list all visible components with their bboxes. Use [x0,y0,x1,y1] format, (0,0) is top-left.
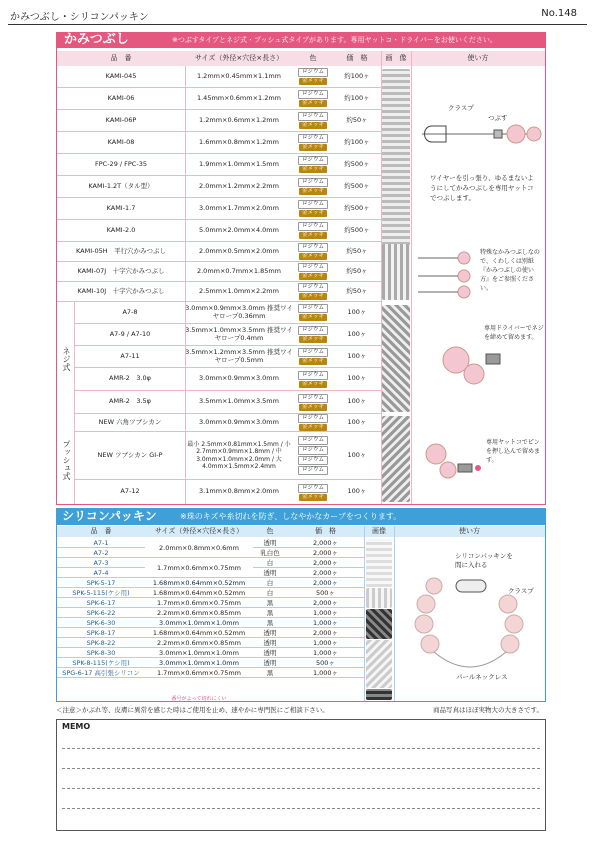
part-number: A7-9 / A7-10 [109,329,151,338]
kamitsubushi-note: ※つぶすタイプとネジ式・プッシュ式タイプがあります。専用ヤットコ・ドライバーをお使いください。 [172,36,497,44]
header-color: 色 [266,527,274,535]
size: 1.7mm×0.6mm×0.75mm [156,669,242,677]
price: 約50ヶ [346,246,368,255]
color-rhodium: ロジウム [298,446,328,455]
color: 透明 [263,639,277,647]
color-rhodium: ロジウム [298,243,328,252]
label-clasp: クラスプ [508,587,534,595]
price: 約100ヶ [344,137,370,146]
color-rhodium: ロジウム [298,134,328,143]
color-gold: 金メッキ [299,494,327,501]
color-options [293,346,333,367]
caution-text: ＜注意＞かぶれ等、皮膚に異常を感じた時はご使用を止め、速やかに専門医にご相談下さい。 [56,706,329,714]
color-rhodium: ロジウム [298,222,328,231]
part-number: SPK-8-115(ケシ用) [72,659,130,667]
table-row [57,198,381,220]
price: 約50ヶ [346,286,368,295]
color-gold: 金メッキ [299,166,327,173]
part-number: KAMI-06P [105,115,137,124]
special-crimp-diagram [414,246,480,300]
color-gold: 金メッキ [299,404,327,411]
price: 1,000ヶ [312,669,339,677]
part-number: KAMI-1.2T（タル型） [88,181,154,190]
color-gold: 金メッキ [299,358,327,365]
size: 3.1mm×0.8mm×2.0mm [199,487,279,496]
color-options [293,324,333,345]
table-row [57,282,381,302]
price: 1,000ヶ [312,649,339,657]
header-color: 色 [309,54,317,62]
price: 500ヶ [316,659,335,667]
price: 約500ヶ [344,225,370,234]
clasp-crush-diagram [418,104,542,164]
spg-note: 番号がよって切れにくい [171,696,227,702]
color-rhodium: ロジウム [298,112,328,121]
part-number: KAMI-2.0 [106,225,136,234]
color-options [293,242,333,261]
part-number: SPK-6-17 [86,599,116,607]
side-label-push: プッシュ式 [62,440,71,480]
table-row [57,649,364,658]
product-image-special-crimp [382,244,410,300]
size: 1.9mm×1.0mm×1.5mm [199,159,279,168]
table-row [57,619,364,628]
table-row [57,176,381,198]
divider [411,51,412,504]
price: 約500ヶ [344,181,370,190]
price: 約50ヶ [346,115,368,124]
color-rhodium: ロジウム [298,484,328,493]
usage-text-screw: 専用ドライバーでネジを締めて留めます。 [484,325,544,341]
color-options [293,262,333,281]
product-image-silicone-clear [366,539,392,587]
table-row [57,66,381,88]
label-clasp: クラスプ [448,104,474,112]
table-row [75,368,381,391]
divider [394,526,395,701]
header-image: 画像 [372,527,386,535]
color-rhodium: ロジウム [298,304,328,313]
table-row [57,589,364,598]
size: 5.0mm×2.0mm×4.0mm [199,225,279,234]
header-usage: 使い方 [467,54,489,62]
price: 約100ヶ [344,71,370,80]
header-price: 価 格 [315,527,336,535]
part-number: KAMI-06 [107,93,135,102]
color: 白 [266,589,274,597]
color-gold: 金メッキ [299,253,327,260]
color-gold: 金メッキ [299,78,327,85]
size: 1.68mm×0.64mm×0.52mm [152,589,246,597]
color-options [293,432,333,479]
product-image-silicone-black [366,609,392,639]
part-number: SPG-6-17 高引張シリコン [62,669,140,677]
size: 1.7mm×0.6mm×0.75mm [156,599,242,607]
color-rhodium: ロジウム [298,436,328,445]
color-gold: 金メッキ [299,122,327,129]
table-row [57,629,364,638]
part-number: KAMI-08 [107,137,135,146]
price: 100ヶ [347,397,367,406]
size: 1.68mm×0.64mm×0.52mm [152,629,246,637]
price: 2,000ヶ [312,569,339,577]
part-number: SPK-8-22 [86,639,116,647]
color: 黒 [266,669,274,677]
color-gold: 金メッキ [299,381,327,388]
memo-label: MEMO [62,722,91,731]
part-number: A7-2 [93,549,109,557]
part-number: KAMI-1.7 [106,203,136,212]
part-number: A7-1 [93,539,109,547]
color-options [293,368,333,390]
color-gold: 金メッキ [299,273,327,280]
color-gold: 金メッキ [299,144,327,151]
color: 透明 [263,649,277,657]
color-gold: 金メッキ [299,314,327,321]
table-row [57,88,381,110]
price: 1,000ヶ [312,639,339,647]
price: 約500ヶ [344,159,370,168]
price: 2,000ヶ [312,599,339,607]
part-number: SPK-6-30 [86,619,116,627]
table-row [75,302,381,324]
color-gold: 金メッキ [299,232,327,239]
part-number: KAMI-05H 平行穴かみつぶし [76,246,166,255]
price: 100ヶ [347,450,367,459]
table-row [57,599,364,608]
price: 100ヶ [347,307,367,316]
color-rhodium: ロジウム [298,414,328,423]
part-number: A7-3 [93,559,109,567]
size: 2.0mm×0.7mm×1.85mm [196,266,282,275]
divider [185,66,186,504]
price: 500ヶ [316,589,335,597]
part-number: SPK-8-30 [86,649,116,657]
color-rhodium: ロジウム [298,371,328,380]
page-number: No.148 [541,8,577,19]
color-rhodium: ロジウム [298,456,328,465]
price: 約100ヶ [344,93,370,102]
color: 黒 [266,609,274,617]
color-gold: 金メッキ [299,336,327,343]
product-image-silicone-white [366,588,392,608]
color-options [293,220,333,241]
color-rhodium: ロジウム [298,348,328,357]
color-gold: 金メッキ [299,100,327,107]
price: 100ヶ [347,351,367,360]
part-number: A7-8 [122,307,138,316]
silicone-title: シリコンパッキン [62,509,157,523]
price: 1,000ヶ [312,609,339,617]
size: 3.0mm×1.0mm×1.0mm [159,649,239,657]
usage-text-special: 特殊なかみつぶしなので、くわしくは別紙『かみつぶしの使い方』をご参照ください。 [480,249,540,292]
color: 透明 [263,659,277,667]
color-rhodium: ロジウム [298,178,328,187]
price: 約50ヶ [346,266,368,275]
part-number: KAMI-07J 十字穴かみつぶし [77,266,165,275]
price: 100ヶ [347,374,367,383]
part-number: NEW ツブシカン GI-P [97,450,163,459]
table-row [57,132,381,154]
size: 1.6mm×0.8mm×1.2mm [199,137,279,146]
size: 1.45mm×0.6mm×1.2mm [196,93,282,102]
table-row [57,242,381,262]
table-row [75,414,381,432]
photo-note: 商品写真はほぼ実物大の大きさです。 [433,706,543,714]
color-options [293,110,333,131]
price: 100ヶ [347,487,367,496]
table-row [57,579,364,588]
part-number: KAMI-045 [105,71,137,80]
product-image-screw-type [382,305,410,412]
table-row [57,609,364,618]
color-gold: 金メッキ [299,188,327,195]
price: 2,000ヶ [312,579,339,587]
size: 2.5mm×1.0mm×2.2mm [199,286,279,295]
label-pearl-necklace: パールネックレス [456,673,508,681]
size: 3.5mm×1.0mm×3.5mm 推奨ワイヤロープ0.4mm [185,325,293,342]
color-options [293,176,333,197]
part-number: SPK-6-22 [86,609,116,617]
memo-line [62,808,540,809]
size: 3.5mm×1.2mm×3.5mm 推奨ワイヤロープ0.5mm [185,347,293,364]
color-rhodium: ロジウム [298,68,328,77]
header-usage: 使い方 [459,527,480,535]
color-options [293,88,333,109]
price: 2,000ヶ [312,629,339,637]
size: 2.2mm×0.6mm×0.85mm [156,609,242,617]
usage-text-crush: ワイヤーを引っ張り、ゆるまないようにしてかみつぶしを専用ヤットコでつぶします。 [430,174,534,202]
part-number: FPC-29 / FPC-35 [95,159,147,168]
color-options [293,198,333,219]
table-row [57,220,381,242]
color: 乳白色 [260,549,280,557]
size: 3.0mm×1.0mm×1.0mm [159,659,239,667]
product-image-push-type [382,416,410,502]
color: 白 [266,579,274,587]
table-row [57,669,364,678]
size-a7-1-a7-2: 2.0mm×0.8mm×0.6mm [145,539,253,557]
part-number: SPK-5-17 [86,579,116,587]
table-row [57,110,381,132]
table-row [75,480,381,504]
size: 3.0mm×0.9mm×3.0mm 推奨ワイヤロープ0.36mm [185,303,293,320]
color: 白 [266,559,274,567]
push-diagram [418,434,488,490]
color-gold: 金メッキ [299,293,327,300]
header-part: 品 番 [90,527,112,535]
label-crush: つぶす [488,114,508,122]
color: 黒 [266,619,274,627]
size: 1.2mm×0.6mm×1.2mm [199,115,279,124]
side-label-neji: ネジ式 [62,347,71,371]
color: 透明 [263,539,277,547]
part-number: AMR-2 3.5φ [109,397,151,406]
table-row [75,324,381,346]
product-image-silicone-transparent [366,640,392,688]
color: 透明 [263,569,277,577]
size: 2.2mm×0.6mm×0.85mm [156,639,242,647]
header-rule [8,24,587,25]
product-image-spg [366,689,392,700]
size: 1.2mm×0.45mm×1.1mm [196,71,282,80]
table-row [75,391,381,414]
price: 100ヶ [347,417,367,426]
page-title: かみつぶし・シリコンパッキン [10,12,149,23]
size: 3.5mm×1.0mm×3.5mm [199,397,279,406]
memo-box [56,719,546,831]
color-options [293,414,333,431]
price: 1,000ヶ [312,619,339,627]
size: 2.0mm×0.5mm×2.0mm [199,246,279,255]
color-rhodium: ロジウム [298,466,328,475]
price: 100ヶ [347,329,367,338]
color-options [293,66,333,87]
size: 1.68mm×0.64mm×0.52mm [152,579,246,587]
color-rhodium: ロジウム [298,394,328,403]
color: 透明 [263,629,277,637]
color-rhodium: ロジウム [298,156,328,165]
part-number: A7-11 [120,351,140,360]
color-options [293,302,333,323]
part-number: A7-12 [120,487,140,496]
color-options [293,391,333,413]
size: 3.0mm×0.9mm×3.0mm [199,374,279,383]
table-row [75,346,381,368]
color-rhodium: ロジウム [298,326,328,335]
part-number: NEW 六角ツブシカン [98,417,162,426]
header-part: 品 番 [110,54,132,62]
table-row [57,659,364,668]
price: 2,000ヶ [312,549,339,557]
product-image-crimp-beads [382,69,410,257]
part-number: AMR-2 3.0φ [109,374,151,383]
header-size: サイズ（外径×穴径×長さ） [154,527,244,535]
part-number: SPK-5-115(ケシ用) [72,589,130,597]
memo-line [62,788,540,789]
table-row [75,432,381,480]
header-size: サイズ（外径×穴径×長さ） [194,54,284,62]
table-row [57,639,364,648]
header-price: 価 格 [346,54,368,62]
part-number: A7-4 [93,569,109,577]
color-options [293,132,333,153]
table-row [57,154,381,176]
color-options [293,480,333,504]
table-row [57,262,381,282]
price: 2,000ヶ [312,559,339,567]
memo-line [62,748,540,749]
color-options [293,154,333,175]
size: 3.0mm×1.0mm×1.0mm [159,619,239,627]
price: 2,000ヶ [312,539,339,547]
size: 3.0mm×1.7mm×2.0mm [199,203,279,212]
color-rhodium: ロジウム [298,200,328,209]
color: 黒 [266,599,274,607]
price: 約500ヶ [344,203,370,212]
divider [364,526,365,701]
size: 最小 2.5mm×0.81mm×1.5mm / 小 2.7mm×0.9mm×1.8mm / 中 3.0mm×1.0mm×2.0mm / 大 4.0mm×1.5mm×2.4mm [187,441,291,470]
size: 2.0mm×1.2mm×2.2mm [199,181,279,190]
color-gold: 金メッキ [299,210,327,217]
usage-text-silicone: シリコンパッキンを間に入れる [455,552,513,569]
size: 3.0mm×0.9mm×3.0mm [199,417,279,426]
color-gold: 金メッキ [299,424,327,431]
usage-text-push: 専用ヤットコでピンを押し込んで留めます。 [486,439,541,464]
kamitsubushi-title: かみつぶし [64,32,129,47]
silicone-note: ※珠のキズや糸切れを防ぎ、しなやかなカーブをつくります。 [180,512,402,521]
color-options [293,282,333,301]
color-rhodium: ロジウム [298,283,328,292]
memo-line [62,768,540,769]
part-number: SPK-8-17 [86,629,116,637]
size-a7-3-a7-4: 1.7mm×0.6mm×0.75mm [145,559,253,577]
color-rhodium: ロジウム [298,90,328,99]
part-number: KAMI-10J 十字穴かみつぶし [77,286,165,295]
header-image: 画 像 [385,54,407,62]
color-rhodium: ロジウム [298,263,328,272]
